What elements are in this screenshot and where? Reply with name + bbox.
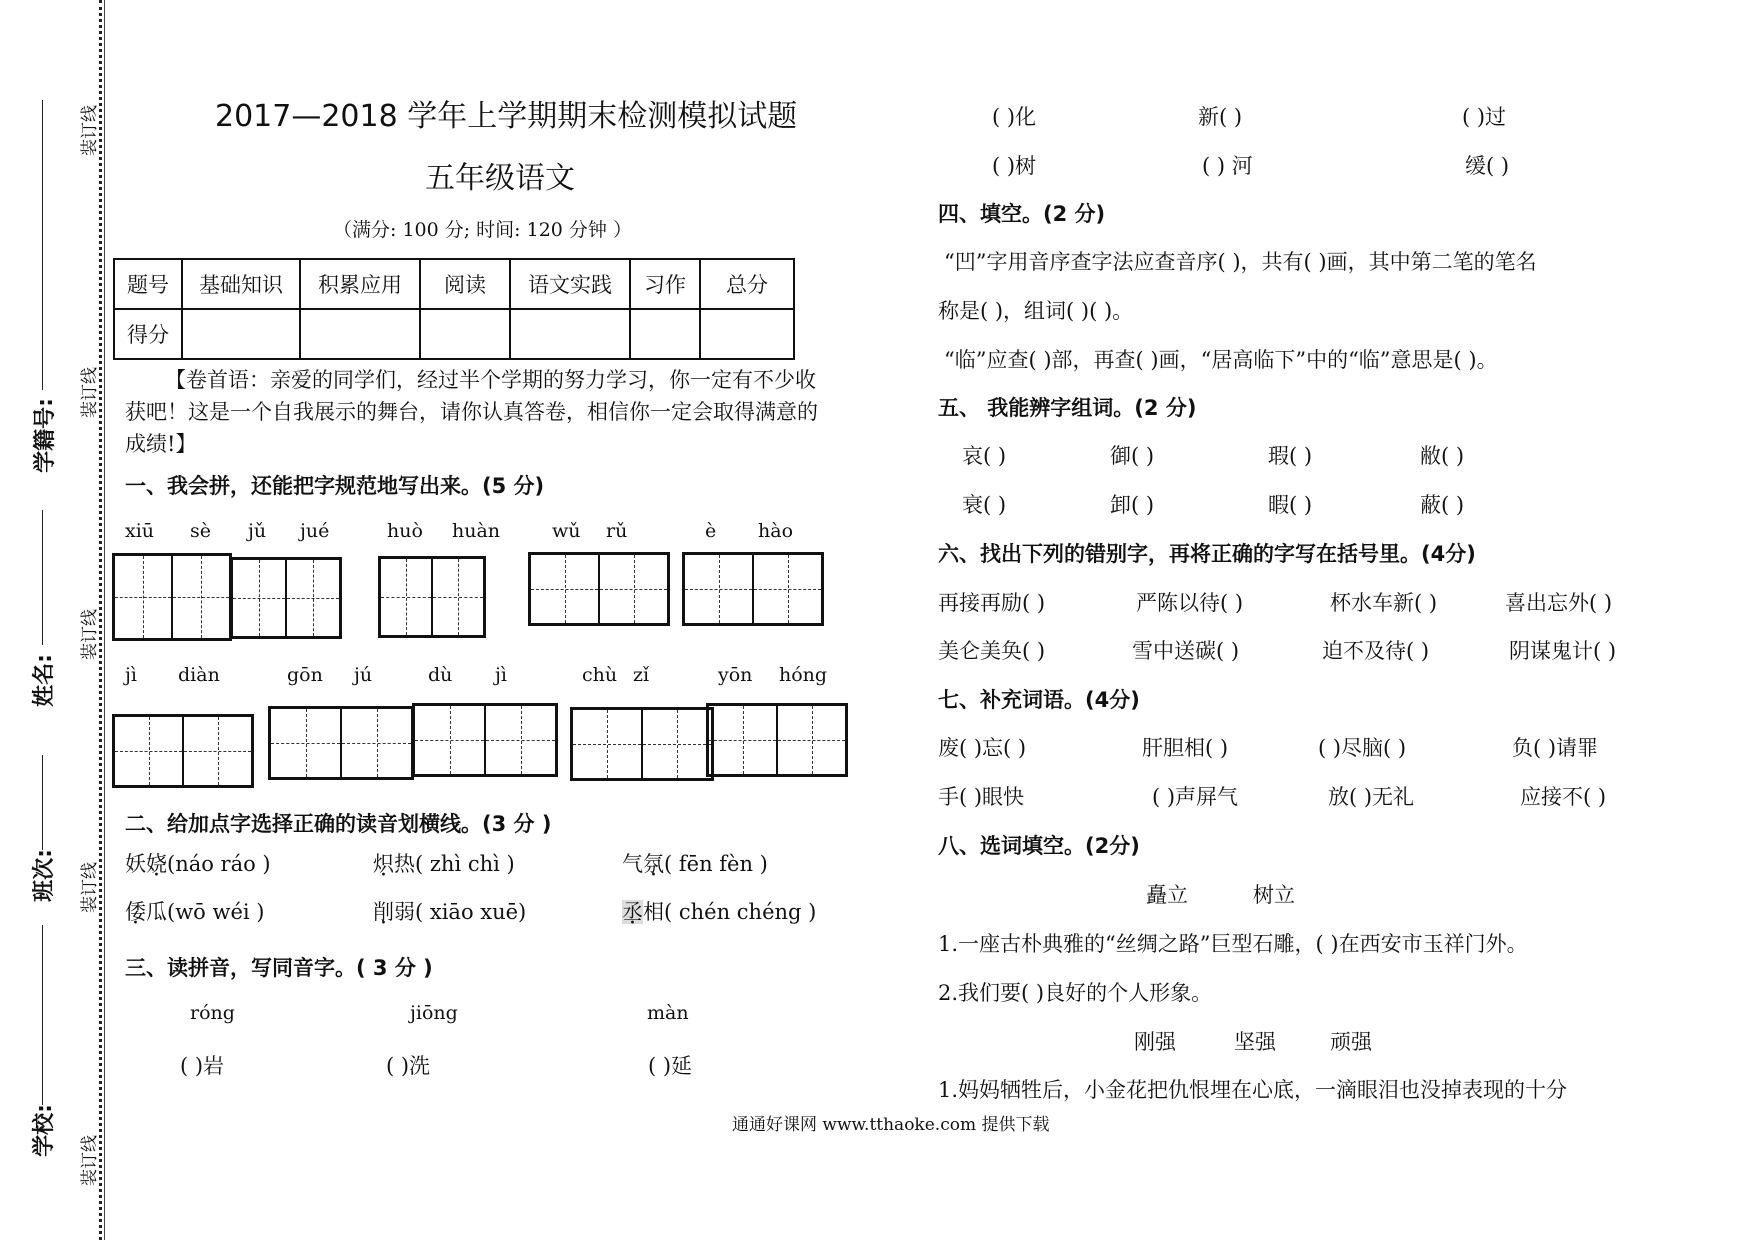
- pinyin: è: [705, 520, 717, 542]
- idiom-item: 迫不及待( ): [1322, 639, 1430, 663]
- dotted-char: 娆: [146, 852, 167, 876]
- school-label: 学校:: [31, 1104, 57, 1157]
- pinyin: dù: [428, 664, 453, 686]
- idiom-item: 再接再励( ): [938, 591, 1046, 615]
- writing-grid[interactable]: [412, 703, 558, 777]
- word-choice: 坚强: [1234, 1030, 1276, 1054]
- blank-item[interactable]: ( )化: [992, 105, 1037, 129]
- phrase-item: 手( )眼快: [938, 785, 1025, 809]
- binding-label: 装订线: [80, 1135, 100, 1186]
- writing-grid[interactable]: [378, 556, 486, 638]
- section-8-title: 八、选词填空。(2分): [938, 834, 1140, 858]
- pinyin: rǔ: [606, 520, 628, 542]
- score-table: [113, 258, 795, 360]
- score-cell[interactable]: [182, 309, 300, 359]
- exam-subtitle: 五年级语文: [425, 161, 575, 196]
- score-cell[interactable]: [630, 309, 700, 359]
- binding-label: 装订线: [80, 609, 100, 660]
- pinyin: diàn: [178, 664, 220, 686]
- name-line: [42, 510, 44, 645]
- question-line: 1.一座古朴典雅的“丝绸之路”巨型石雕，( )在西安市玉祥门外。: [938, 932, 1528, 956]
- phrase-item: 放( )无礼: [1328, 785, 1415, 809]
- student-id-line: [42, 100, 44, 390]
- pinyin: róng: [190, 1002, 235, 1024]
- blank-item[interactable]: ( )树: [992, 154, 1037, 178]
- score-header: 语文实践: [510, 259, 630, 309]
- score-header-row: [114, 259, 794, 309]
- class-line: [42, 755, 44, 850]
- pinyin: jiōng: [410, 1002, 458, 1024]
- phrase-item: 应接不( ): [1520, 785, 1607, 809]
- section-3-title: 三、读拼音，写同音字。( 3 分 ): [125, 956, 433, 980]
- score-header: 习作: [630, 259, 700, 309]
- intro-line: 成绩!】: [125, 432, 197, 456]
- pinyin: gōn: [287, 664, 323, 686]
- section-5-title: 五、 我能辨字组词。(2 分): [938, 396, 1197, 420]
- blank-item[interactable]: 缓( ): [1465, 154, 1510, 178]
- writing-grid[interactable]: [112, 714, 254, 788]
- binding-label: 装订线: [80, 862, 100, 913]
- blank-item[interactable]: 新( ): [1198, 105, 1243, 129]
- blank-item[interactable]: ( )岩: [180, 1054, 225, 1078]
- pinyin: huàn: [452, 520, 501, 542]
- char-group: 暇( ): [1268, 493, 1313, 517]
- writing-grid[interactable]: [570, 707, 714, 781]
- phrase-item: 负( )请罪: [1512, 736, 1599, 760]
- pinyin: chù: [582, 664, 618, 686]
- dotted-char: 氛: [643, 852, 664, 876]
- idiom-item: 喜出忘外( ): [1505, 591, 1613, 615]
- name-label: 姓名:: [31, 654, 57, 707]
- pinyin: zǐ: [633, 664, 650, 686]
- score-header: 总分: [700, 259, 794, 309]
- score-cell[interactable]: [510, 309, 630, 359]
- binding-label: 装订线: [80, 367, 100, 418]
- score-header: 积累应用: [300, 259, 420, 309]
- idiom-item: 严陈以待( ): [1136, 591, 1244, 615]
- pinyin: jǔ: [248, 520, 267, 542]
- pinyin: hóng: [779, 664, 828, 686]
- pinyin: wǔ: [552, 520, 581, 542]
- word-choice: 树立: [1253, 883, 1295, 907]
- pinyin: jì: [125, 664, 137, 686]
- char-group: 瑕( ): [1268, 444, 1313, 468]
- char-group: 哀( ): [962, 444, 1007, 468]
- binding-label: 装订线: [80, 105, 100, 156]
- pinyin: huò: [387, 520, 423, 542]
- writing-grid[interactable]: [268, 706, 414, 780]
- dotted-char: 丞: [622, 900, 643, 924]
- char-group: 御( ): [1110, 444, 1155, 468]
- pinyin: sè: [190, 520, 211, 542]
- dotted-char: 炽: [373, 852, 394, 876]
- writing-grid[interactable]: [112, 553, 232, 641]
- score-cell[interactable]: [300, 309, 420, 359]
- exam-info: （满分: 100 分; 时间: 120 分钟 ）: [333, 219, 632, 241]
- question-line: 1.妈妈牺牲后，小金花把仇恨埋在心底，一滴眼泪也没掉表现的十分: [938, 1078, 1568, 1102]
- exam-title: 2017—2018 学年上学期期末检测模拟试题: [215, 99, 798, 134]
- score-header: 阅读: [420, 259, 510, 309]
- blank-item[interactable]: ( )过: [1462, 105, 1507, 129]
- word-choice: 顽强: [1330, 1030, 1372, 1054]
- writing-grid[interactable]: [230, 557, 342, 639]
- idiom-item: 雪中送碳( ): [1132, 639, 1240, 663]
- section-2-title: 二、给加点字选择正确的读音划横线。(3 分 ): [125, 812, 552, 836]
- intro-line: 【卷首语：亲爱的同学们，经过半个学期的努力学习，你一定有不少收: [165, 368, 816, 392]
- section-1-title: 一、我会拼，还能把字规范地写出来。(5 分): [125, 474, 545, 498]
- dotted-char: 倭: [125, 900, 146, 924]
- writing-grid[interactable]: [528, 552, 670, 626]
- binding-solid-line: [104, 0, 105, 1240]
- dotted-char: 削: [373, 900, 394, 924]
- intro-line: 获吧！这是一个自我展示的舞台，请你认真答卷，相信你一定会取得满意的: [125, 400, 818, 424]
- word-choice: 矗立: [1146, 883, 1188, 907]
- pinyin: jì: [495, 664, 507, 686]
- phrase-item: ( )尽脑( ): [1318, 736, 1407, 760]
- word-choice: 刚强: [1134, 1030, 1176, 1054]
- section-4-title: 四、填空。(2 分): [938, 202, 1106, 226]
- writing-grid[interactable]: [682, 552, 824, 626]
- phrase-item: 废( )忘( ): [938, 736, 1027, 760]
- footer-credit: 通通好课网 www.tthaoke.com 提供下载: [732, 1115, 1050, 1135]
- score-cell[interactable]: [700, 309, 794, 359]
- phrase-item: ( )声屏气: [1152, 785, 1239, 809]
- school-line: [42, 925, 44, 1105]
- pinyin: jué: [300, 520, 330, 542]
- reading-item: 气氛( fēn fèn ): [622, 852, 768, 876]
- idiom-item: 杯水车新( ): [1330, 591, 1438, 615]
- pinyin: jú: [354, 664, 373, 686]
- student-id-label: 学籍号:: [32, 398, 58, 473]
- pinyin: yōn: [718, 664, 753, 686]
- char-group: 蔽( ): [1420, 493, 1465, 517]
- score-row-label: 得分: [114, 309, 182, 359]
- score-header: 基础知识: [182, 259, 300, 309]
- section-7-title: 七、补充词语。(4分): [938, 688, 1140, 712]
- reading-item: 妖娆(náo ráo ): [125, 852, 271, 876]
- question-line: 2.我们要( )良好的个人形象。: [938, 981, 1213, 1005]
- reading-item: 倭瓜(wō wéi ): [125, 900, 265, 924]
- blank-item[interactable]: ( )洗: [386, 1054, 431, 1078]
- score-row: [114, 309, 794, 359]
- reading-item: 炽热( zhì chì ): [373, 852, 515, 876]
- reading-item: 丞相( chén chéng ): [622, 900, 817, 924]
- phrase-item: 肝胆相( ): [1142, 736, 1229, 760]
- class-label: 班次:: [31, 849, 57, 902]
- score-header: 题号: [114, 259, 182, 309]
- char-group: 衰( ): [962, 493, 1007, 517]
- idiom-item: 美仑美奂( ): [938, 639, 1046, 663]
- char-group: 敝( ): [1420, 444, 1465, 468]
- score-cell[interactable]: [420, 309, 510, 359]
- pinyin: màn: [647, 1002, 689, 1024]
- char-group: 卸( ): [1110, 493, 1155, 517]
- fill-line: “临”应查( )部，再查( )画，“居高临下”中的“临”意思是( )。: [944, 348, 1498, 372]
- blank-item[interactable]: ( )延: [648, 1054, 693, 1078]
- writing-grid[interactable]: [706, 703, 848, 777]
- pinyin: hào: [758, 520, 794, 542]
- section-6-title: 六、找出下列的错别字，再将正确的字写在括号里。(4分): [938, 542, 1476, 566]
- blank-item[interactable]: ( ) 河: [1202, 154, 1253, 178]
- fill-line: “凹”字用音序查字法应查音序( )，共有( )画，其中第二笔的笔名: [944, 250, 1537, 274]
- pinyin: xiū: [125, 520, 155, 542]
- idiom-item: 阴谋鬼计( ): [1509, 639, 1617, 663]
- reading-item: 削弱( xiāo xuē): [373, 900, 527, 924]
- fill-line: 称是( )，组词( )( )。: [938, 299, 1134, 323]
